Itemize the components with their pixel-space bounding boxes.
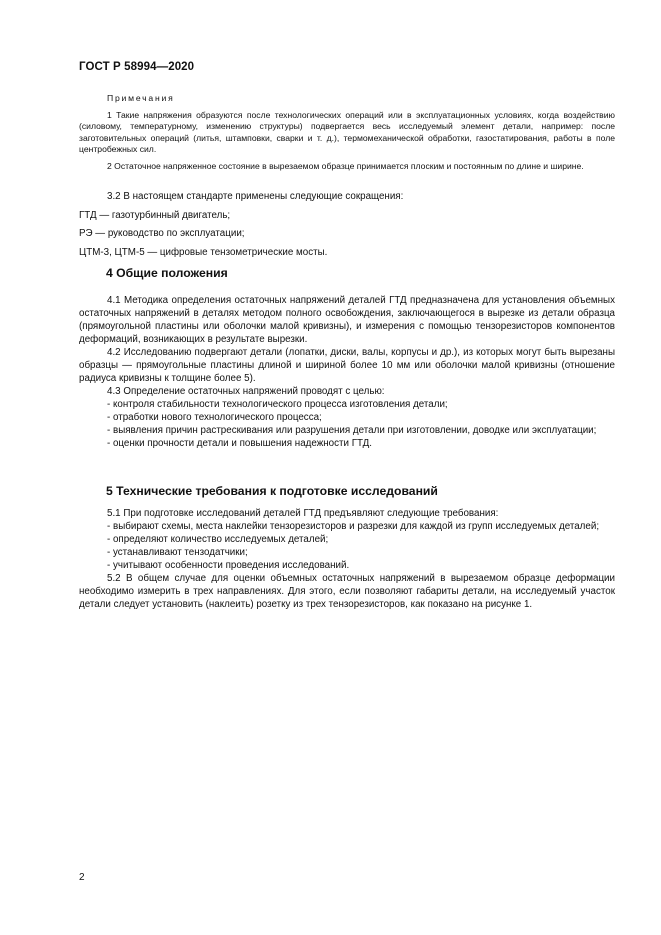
section-5-heading: 5 Технические требования к подготовке исследований xyxy=(106,484,438,498)
document-header: ГОСТ Р 58994—2020 xyxy=(79,61,195,73)
abbreviation-item: РЭ — руководство по эксплуатации; xyxy=(79,228,245,239)
list-item: - учитывают особенности проведения исследований. xyxy=(107,560,350,571)
paragraph-4-2: 4.2 Исследованию подвергают детали (лопатки, диски, валы, корпусы и др.), из которых могут быть вырезаны образцы — прямоугольные пластины длиной и шириной более 10 мм или оболочки малой кривизны (отношение радиуса кривизны к толщине более 5). xyxy=(79,347,615,384)
note-2: 2 Остаточное напряженное состояние в вырезаемом образце принимается плоским и постоянным по длине и ширине. xyxy=(107,160,584,171)
list-item: - выбирают схемы, места наклейки тензорезисторов и разрезки для каждой из групп исследуемых деталей; xyxy=(107,521,600,532)
paragraph-4-1: 4.1 Методика определения остаточных напряжений деталей ГТД предназначена для установления объемных остаточных напряжений в деталях методом полного освобождения, заключающегося в вырезке из детали образца (прямоугольной пластины или оболочки малой кривизны), и измерения с помощью тензорезисторов компонентов деформаций, возникающих в результате вырезки. xyxy=(79,295,615,345)
section-5-body xyxy=(79,507,615,611)
section-4-body xyxy=(79,294,615,450)
list-item: - оценки прочности детали и повышения надежности ГТД. xyxy=(107,438,373,449)
page-number: 2 xyxy=(79,872,85,883)
paragraph-5-2: 5.2 В общем случае для оценки объемных остаточных напряжений в вырезаемом образце деформации необходимо измерить в трех направлениях. Для этого, если позволяют габариты детали, на исследуемый участок детали следует установить (наклеить) розетку из трех тензорезисторов, как показано на рисунке 1. xyxy=(79,573,615,610)
abbreviation-item: ГТД — газотурбинный двигатель; xyxy=(79,209,231,221)
list-item: - контроля стабильности технологического процесса изготовления детали; xyxy=(107,399,448,410)
abbreviation-item: ЦТМ-3, ЦТМ-5 — цифровые тензометрические мосты. xyxy=(79,246,328,258)
section-4-heading: 4 Общие положения xyxy=(106,266,228,280)
abbreviations-intro: 3.2 В настоящем стандарте применены следующие сокращения: xyxy=(107,191,404,202)
list-item: - определяют количество исследуемых деталей; xyxy=(107,534,329,545)
paragraph-4-3: 4.3 Определение остаточных напряжений проводят с целью: xyxy=(107,386,385,397)
paragraph-5-1: 5.1 При подготовке исследований деталей ГТД предъявляют следующие требования: xyxy=(107,508,499,519)
abbreviations-block xyxy=(79,190,615,264)
list-item: - отработки нового технологического процесса; xyxy=(107,412,322,423)
list-item: - устанавливают тензодатчики; xyxy=(107,547,248,558)
notes-title: Примечания xyxy=(107,93,175,103)
note-1: 1 Такие напряжения образуются после технологических операций или в эксплуатационных условиях, когда воздействию (силовому, температурному, изменению структуры) подвергается весь исследуемый элемент детали, например: после заготовительных операций (литья, штамповки, сварки и т. д.), термомеханической обработки, газостатирования, работы в поле центробежных сил. xyxy=(79,109,615,155)
list-item: - выявления причин растрескивания или разрушения детали при изготовлении, доводке или эксплуатации; xyxy=(107,425,597,436)
notes-block xyxy=(79,93,615,178)
